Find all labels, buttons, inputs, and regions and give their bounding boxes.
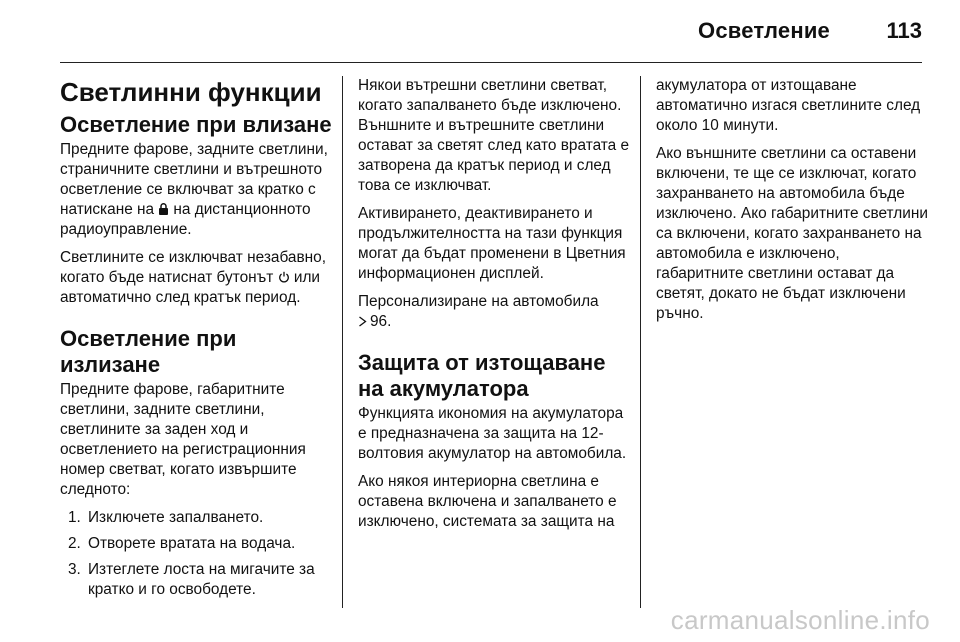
watermark: carmanualsonline.info <box>670 605 930 635</box>
header-rule <box>60 62 922 63</box>
list-item <box>60 534 332 554</box>
paragraph <box>60 140 332 240</box>
list-item <box>60 560 332 600</box>
power-icon <box>278 271 290 283</box>
list-item <box>60 508 332 528</box>
text: или автоматично след кратък период. <box>60 269 321 306</box>
paragraph: Активирането, деактивирането и продължителността на тази функция могат да бъдат променени в Цветния информационен дисплей. <box>358 205 626 282</box>
paragraph: акумулатора от изтощаване автоматично изгася светлините след около 10 минути. <box>656 77 921 134</box>
text: на дистанционното радиоуправление. <box>60 201 311 238</box>
paragraph: Функцията икономия на акумулатора е предназначена за защита на 12-волтовия акумулатор на автомобила. <box>358 405 627 462</box>
lock-icon <box>158 203 169 215</box>
reference-arrow-icon <box>358 316 367 327</box>
step-text: Изключете запалването. <box>88 509 264 526</box>
paragraph: Ако външните светлини са оставени включени, те ще се изключат, когато захранването на автомобила бъде изключено. Ако габаритните светлини са включени, когато захранването на автомобила е изключено, габаритните светлини остават да светят, докато не бъдат изключени ръчно. <box>656 145 928 322</box>
subsection-heading-exit-lighting: Осветление при излизане <box>60 326 237 377</box>
column-3 <box>656 76 928 332</box>
column-2 <box>358 76 630 540</box>
paragraph: Ако някоя интериорна светлина е оставена включена и запалването е изключено, системата за защита на <box>358 473 617 530</box>
reference-text: Персонализиране на автомобила <box>358 293 599 310</box>
paragraph: Предните фарове, габаритните светлини, задните светлини, светлините за заден ход и осветлението на регистрационния номер светват, когато извършите следното: <box>60 381 306 498</box>
text: Светлините се изключват незабавно, когато бъде натиснат бутонът <box>60 249 326 286</box>
step-number: 1. <box>68 509 81 526</box>
section-heading: Светлинни функции <box>60 77 322 107</box>
text: Предните фарове, задните светлини, страничните светлини и вътрешното осветление се включват за кратко с натискане на <box>60 141 328 218</box>
cross-reference <box>358 292 630 332</box>
step-number: 3. <box>68 561 81 578</box>
reference-page: 96. <box>370 313 392 330</box>
page-number: 113 <box>886 18 922 43</box>
step-text: Изтеглете лоста на мигачите за кратко и го освободете. <box>88 561 315 598</box>
subsection-heading-battery-protection: Защита от изтощаване на акумулатора <box>358 350 606 401</box>
column-divider <box>640 76 641 608</box>
steps-list <box>60 508 332 600</box>
paragraph: Някои вътрешни светлини светват, когато запалването бъде изключено. Външните и вътрешните светлини остават за светят след като вратата е затворена да кратък период и след това се изключват. <box>358 77 630 194</box>
paragraph <box>60 248 332 308</box>
subsection-heading-entry-lighting: Осветление при влизане <box>60 112 332 137</box>
step-number: 2. <box>68 535 81 552</box>
step-text: Отворете вратата на водача. <box>88 535 296 552</box>
column-divider <box>342 76 343 608</box>
header-title: Осветление <box>698 18 830 43</box>
column-1 <box>60 76 332 606</box>
